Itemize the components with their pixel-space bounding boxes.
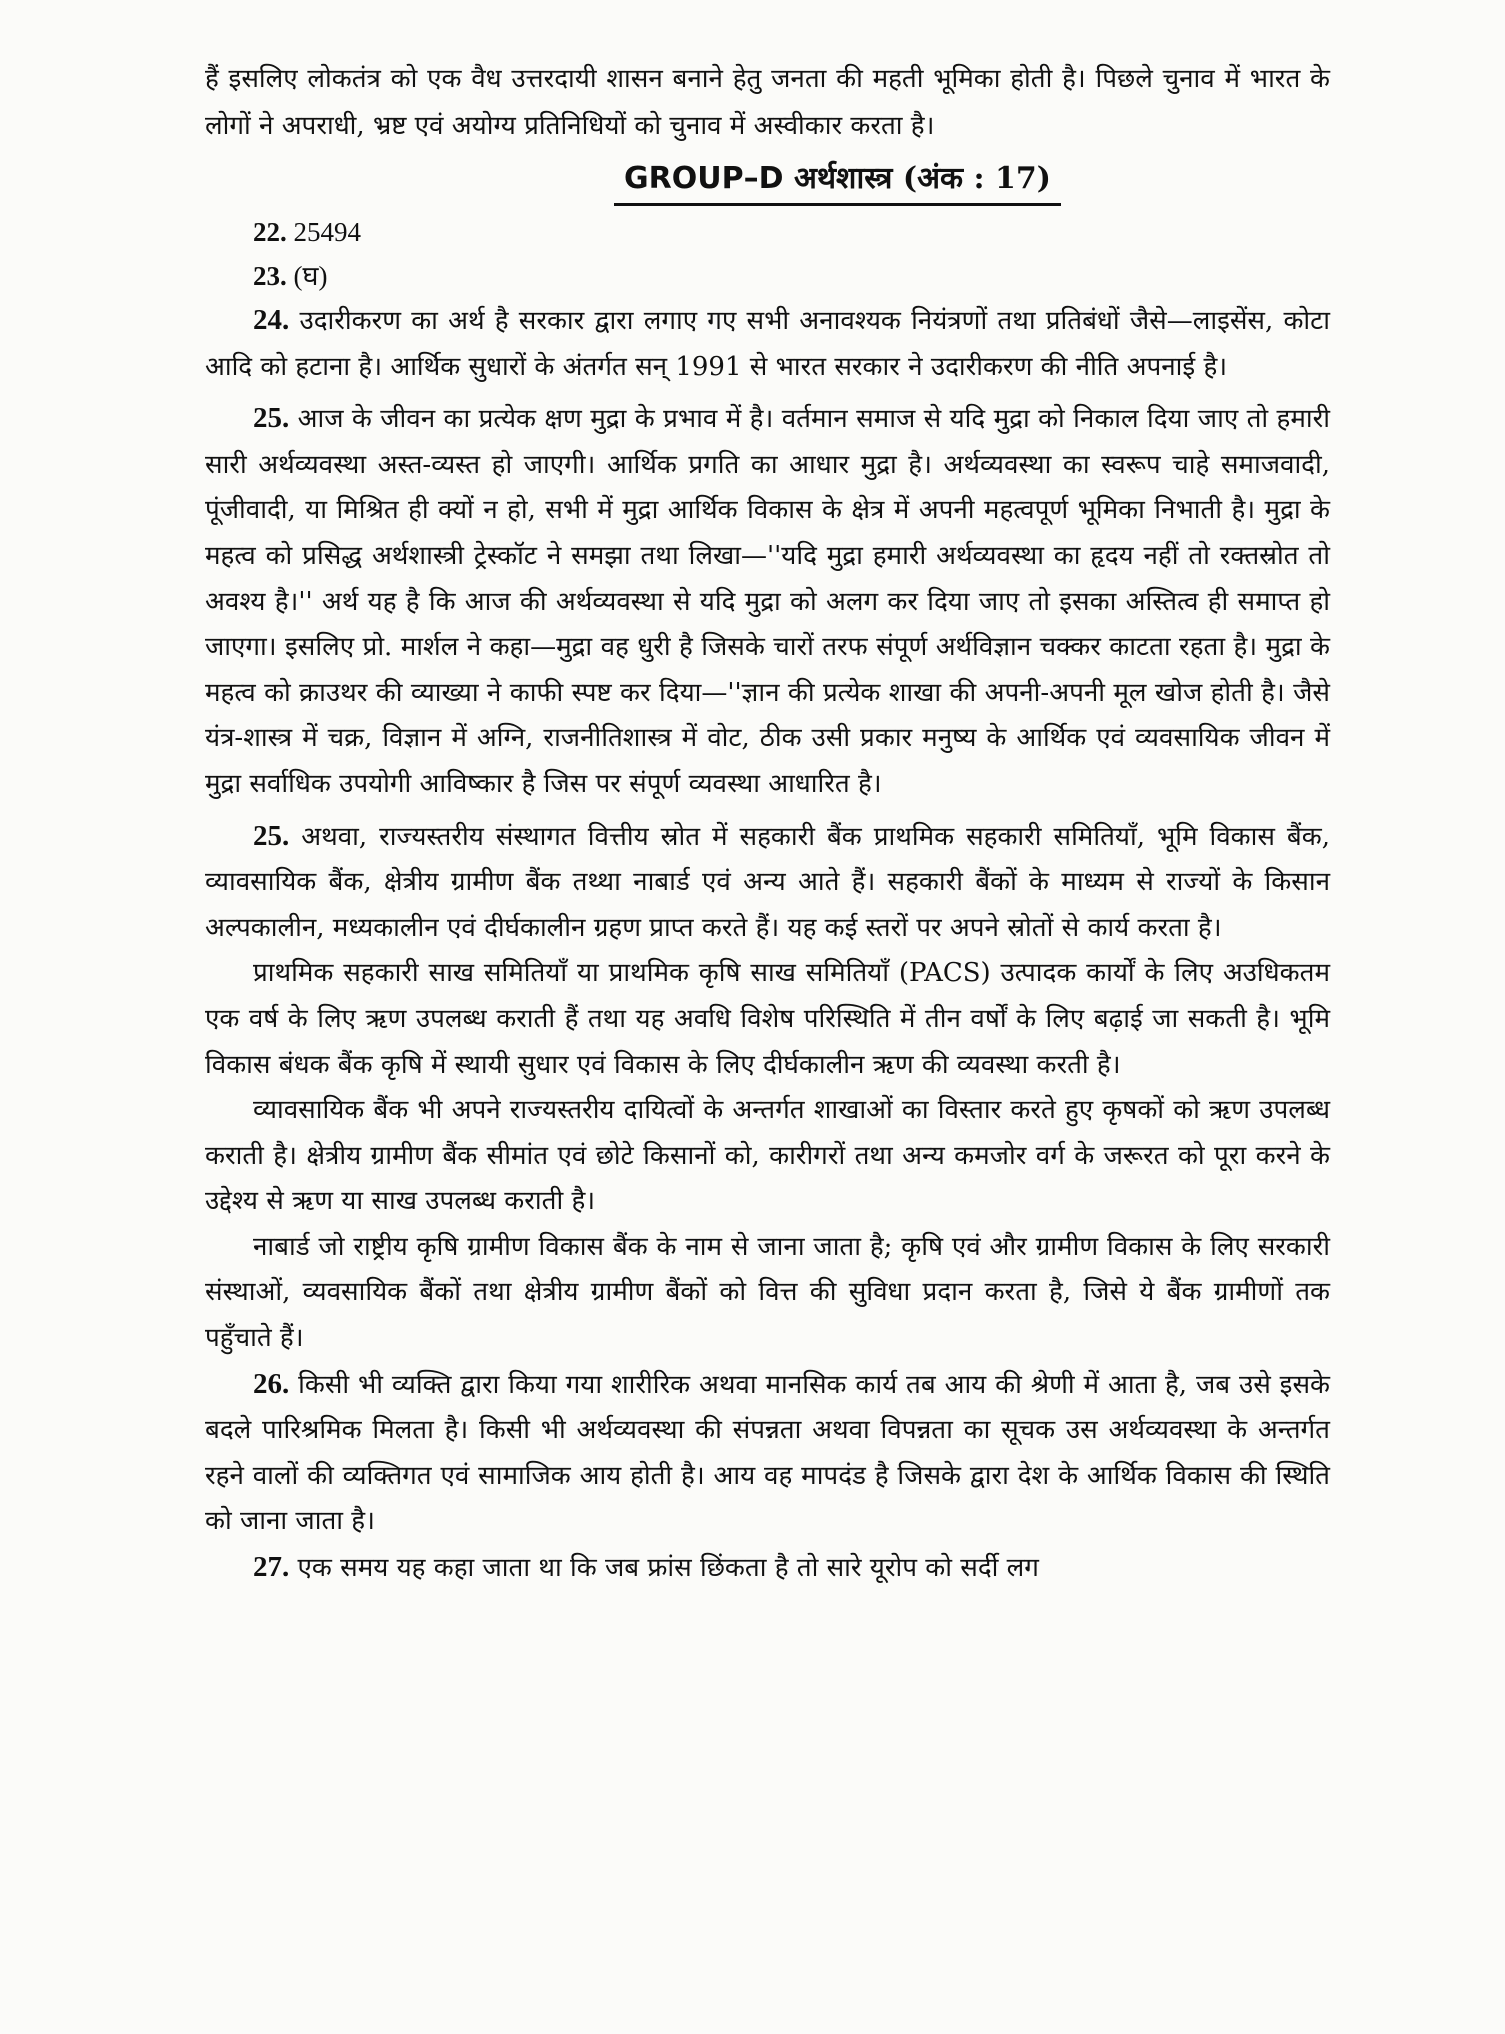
paragraph-25-or xyxy=(205,814,1330,952)
paragraph-commercial-banks xyxy=(205,1088,1330,1225)
paragraph-text: अथवा, राज्यस्तरीय संस्थागत वित्तीय स्रोत में सहकारी बैंक प्राथमिक सहकारी समितियाँ, भूमि विकास बैंक, व्यावसायिक बैंक, क्षेत्रीय ग्रामीण बैंक तथ्था नाबार्ड एवं अन्य आते हैं। सहकारी बैंकों के माध्यम से राज्यों के किसान अल्पकालीन, मध्यकालीन एवं दीर्घकालीन ग्रहण प्राप्त करते हैं। यह कई स्तरों पर अपने स्रोतों से कार्य करता है। xyxy=(205,821,1330,943)
paragraph-26 xyxy=(205,1362,1330,1545)
paragraph-text: एक समय यह कहा जाता था कि जब फ्रांस छिंकता है तो सारे यूरोप को सर्दी लग xyxy=(289,1553,1039,1584)
paragraph-text: व्यावसायिक बैंक भी अपने राज्यस्तरीय दायित्वों के अन्तर्गत शाखाओं का विस्तार करते हुए कृषकों को ऋण उपलब्ध कराती है। क्षेत्रीय ग्रामीण बैंक सीमांत एवं छोटे किसानों को, कारीगरों तथा अन्य कमजोर वर्ग के जरूरत को पूरा करने के उद्देश्य से ऋण या साख उपलब्ध कराती है। xyxy=(205,1095,1330,1217)
paragraph-number: 26. xyxy=(253,1367,290,1400)
section-heading xyxy=(614,156,1061,206)
paragraph-text: नाबार्ड जो राष्ट्रीय कृषि ग्रामीण विकास बैंक के नाम से जाना जाता है; कृषि एवं और ग्रामीण विकास के लिए सरकारी संस्थाओं, व्यवसायिक बैंकों तथा क्षेत्रीय ग्रामीण बैंकों को वित्त की सुविधा प्रदान करता है, जिसे ये बैंक ग्रामीणों तक पहुँचाते हैं। xyxy=(205,1231,1330,1354)
paragraph-number: 25. xyxy=(253,402,290,435)
answer-22 xyxy=(253,210,1330,254)
paragraph-25 xyxy=(205,396,1330,807)
answer-number: 23. xyxy=(253,261,287,291)
paragraph-pacs xyxy=(205,951,1330,1088)
intro-text: हैं इसलिए लोकतंत्र को एक वैध उत्तरदायी शासन बनाने हेतु जनता की महती भूमिका होती है। पिछले चुनाव में भारत के लोगों ने अपराधी, भ्रष्ट एवं अयोग्य प्रतिनिधियों को चुनाव में अस्वीकार करता है। xyxy=(205,64,1330,141)
answer-number: 22. xyxy=(253,217,287,247)
heading-group: GROUP–D xyxy=(624,161,784,196)
paragraph-text: आज के जीवन का प्रत्येक क्षण मुद्रा के प्रभाव में है। वर्तमान समाज से यदि मुद्रा को निकाल दिया जाए तो हमारी सारी अर्थव्यवस्था अस्त-व्यस्त हो जाएगी। आर्थिक प्रगति का आधार मुद्रा है। अर्थव्यवस्था का स्वरूप चाहे समाजवादी, पूंजीवादी, या मिश्रित ही क्यों न हो, सभी में मुद्रा आर्थिक विकास के क्षेत्र में अपनी महत्वपूर्ण भूमिका निभाती है। मुद्रा के महत्व को प्रसिद्ध अर्थशास्त्री ट्रेस्कॉट ने समझा तथा लिखा—''यदि मुद्रा हमारी अर्थव्यवस्था का हृदय नहीं तो रक्तस्रोत तो अवश्य है।'' अर्थ यह है कि आज की अर्थव्यवस्था से यदि मुद्रा को अलग कर दिया जाए तो इसका अस्तित्व ही समाप्त हो जाएगा। इसलिए प्रो. मार्शल ने कहा—मुद्रा वह धुरी है जिसके चारों तरफ संपूर्ण अर्थविज्ञान चक्कर काटता रहता है। मुद्रा के महत्व को क्राउथर की व्याख्या ने काफी स्पष्ट कर दिया—''ज्ञान की प्रत्येक शाखा की अपनी-अपनी मूल खोज होती है। जैसे यंत्र-शास्त्र में चक्र, विज्ञान में अग्नि, राजनीतिशास्त्र में वोट, ठीक उसी प्रकार मनुष्य के आर्थिक एवं व्यवसायिक जीवन में मुद्रा सर्वाधिक उपयोगी आविष्कार है जिस पर संपूर्ण व्यवस्था आधारित है। xyxy=(205,404,1330,799)
heading-subject: अर्थशास्त्र (अंक : 17) xyxy=(783,161,1051,196)
paragraph-27 xyxy=(205,1545,1330,1592)
paragraph-number: 27. xyxy=(253,1551,290,1584)
paragraph-text: प्राथमिक सहकारी साख समितियाँ या प्राथमिक कृषि साख समितियाँ (PACS) उत्पादक कार्यों के लिए अउधिकतम एक वर्ष के लिए ऋण उपलब्ध कराती हैं तथा यह अवधि विशेष परिस्थिति में तीन वर्षों के लिए बढ़ाई जा सकती है। भूमि विकास बंधक बैंक कृषि में स्थायी सुधार एवं विकास के लिए दीर्घकालीन ऋण की व्यवस्था करती है। xyxy=(205,958,1330,1080)
answer-text: (घ) xyxy=(286,261,328,291)
paragraph-text: उदारीकरण का अर्थ है सरकार द्वारा लगाए गए सभी अनावश्यक नियंत्रणों तथा प्रतिबंधों जैसे—लाइसेंस, कोटा आदि को हटाना है। आर्थिक सुधारों के अंतर्गत सन् 1991 से भारत सरकार ने उदारीकरण की नीति अपनाई है। xyxy=(205,306,1330,382)
answer-23 xyxy=(253,254,1330,298)
paragraph-24 xyxy=(205,298,1330,390)
paragraph-text: किसी भी व्यक्ति द्वारा किया गया शारीरिक अथवा मानसिक कार्य तब आय की श्रेणी में आता है, जब उसे इसके बदले पारिश्रमिक मिलता है। किसी भी अर्थव्यवस्था की संपन्नता अथवा विपन्नता का सूचक उस अर्थव्यवस्था के अन्तर्गत रहने वालों की व्यक्तिगत एवं सामाजिक आय होती है। आय वह मापदंड है जिसके द्वारा देश के आर्थिक विकास की स्थिति को जाना जाता है। xyxy=(205,1369,1330,1537)
answer-text: 25494 xyxy=(286,217,361,247)
paragraph-nabard xyxy=(205,1225,1330,1362)
paragraph-number: 25. xyxy=(253,819,290,852)
paragraph-number: 24. xyxy=(253,304,290,336)
section-heading-row xyxy=(345,156,1330,206)
